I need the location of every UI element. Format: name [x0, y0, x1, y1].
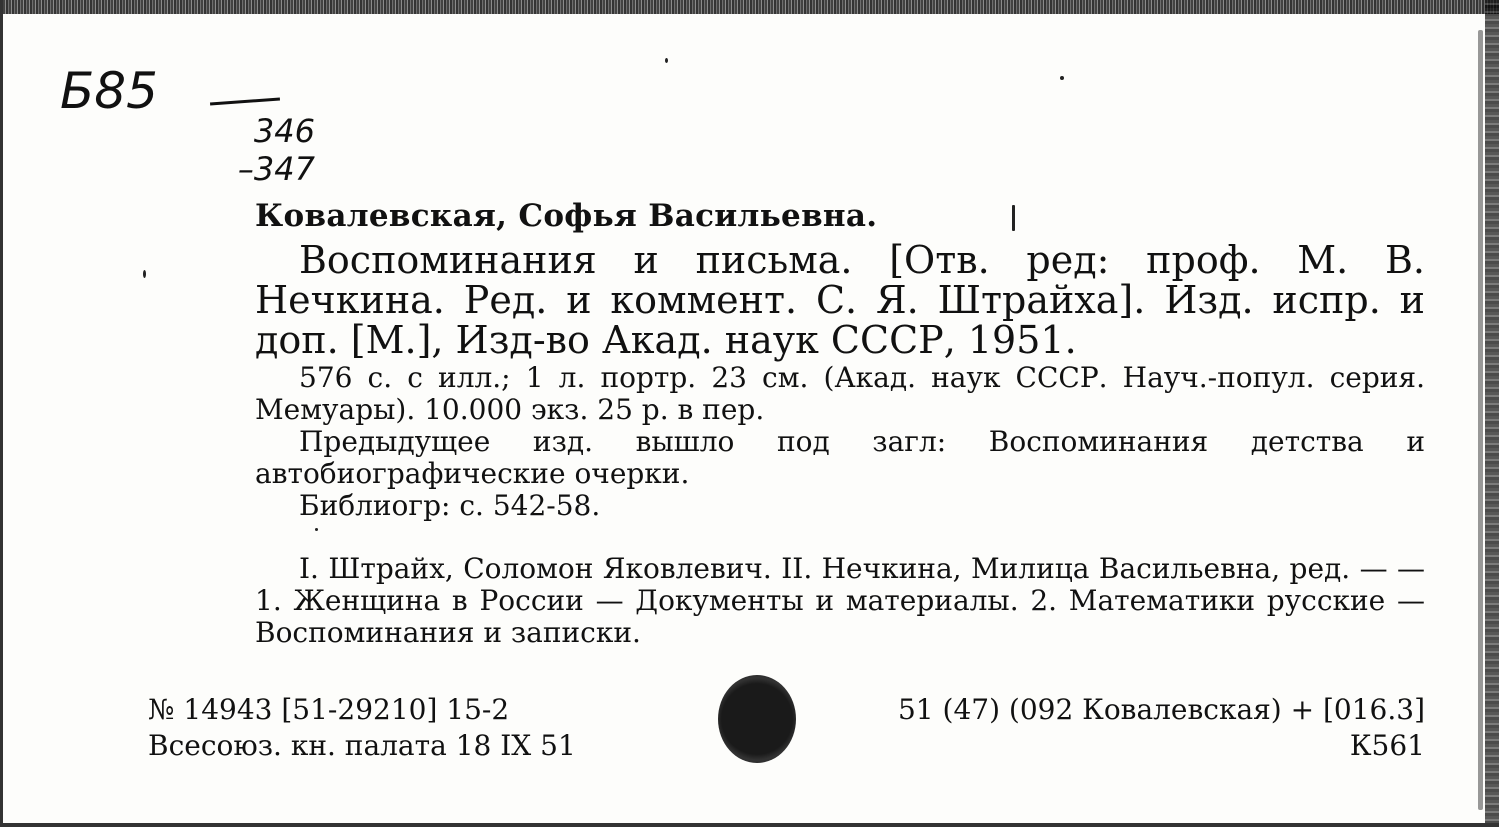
shelfmark-page-range [175, 112, 315, 188]
scan-speck [143, 270, 146, 278]
record-author: Ковалевская, Софья Васильевна. [255, 198, 878, 234]
record-previous-edition-text: Предыдущее изд. вышло под загл: Воспоминания детства и автобиографические очерки. [255, 425, 1425, 490]
record-title [255, 240, 1425, 360]
footer-registry-number: № 14943 [51-29210] 15-2 [148, 693, 510, 726]
scan-edge-left [0, 0, 3, 827]
record-physical-text: 576 с. с илл.; 1 л. портр. 23 см. (Акад. наук СССР. Науч.-попул. серия. Мемуары). 10.000 экз. 25 р. в пер. [255, 361, 1425, 426]
record-title-text: Воспоминания и письма. [Отв. ред: проф. М. В. Нечкина. Ред. и коммент. С. Я. Штрайха]. Изд. испр. и доп. [М.], Изд-во Акад. наук СССР, 1951. [255, 238, 1425, 362]
scan-speck [665, 58, 668, 63]
shelfmark-handwritten: Б85 [60, 62, 158, 120]
footer-chamber: Всесоюз. кн. палата 18 IX 51 [148, 729, 576, 762]
scan-speck [1012, 205, 1015, 231]
shelfmark-sub-line2: –347 [237, 150, 315, 188]
record-previous-edition-note [255, 426, 1425, 490]
scan-speck [315, 528, 318, 531]
footer-udc: 51 (47) (092 Ковалевская) + [016.3] [897, 693, 1425, 726]
shelfmark-sub-line1: 346 [253, 112, 315, 150]
scan-speck [1478, 30, 1483, 810]
scan-edge-right [1485, 0, 1499, 827]
record-physical-description [255, 362, 1425, 426]
record-bibliography-note [255, 490, 1425, 522]
record-tracings [255, 553, 1425, 649]
scan-speck [1060, 76, 1064, 80]
footer-classification [870, 692, 1425, 764]
footer-registry [148, 692, 576, 764]
scan-edge-bottom [0, 823, 1499, 827]
scan-edge-top [0, 0, 1499, 14]
punch-hole [718, 675, 796, 763]
shelfmark-underline [210, 98, 280, 106]
footer-author-mark: К561 [1349, 729, 1425, 762]
record-tracings-text: I. Штрайх, Соломон Яковлевич. II. Нечкина, Милица Васильевна, ред. — — 1. Женщина в России — Документы и материалы. 2. Математики русские — Воспоминания и записки. [255, 552, 1425, 649]
record-bibliography-text: Библиогр: с. 542-58. [299, 489, 601, 522]
